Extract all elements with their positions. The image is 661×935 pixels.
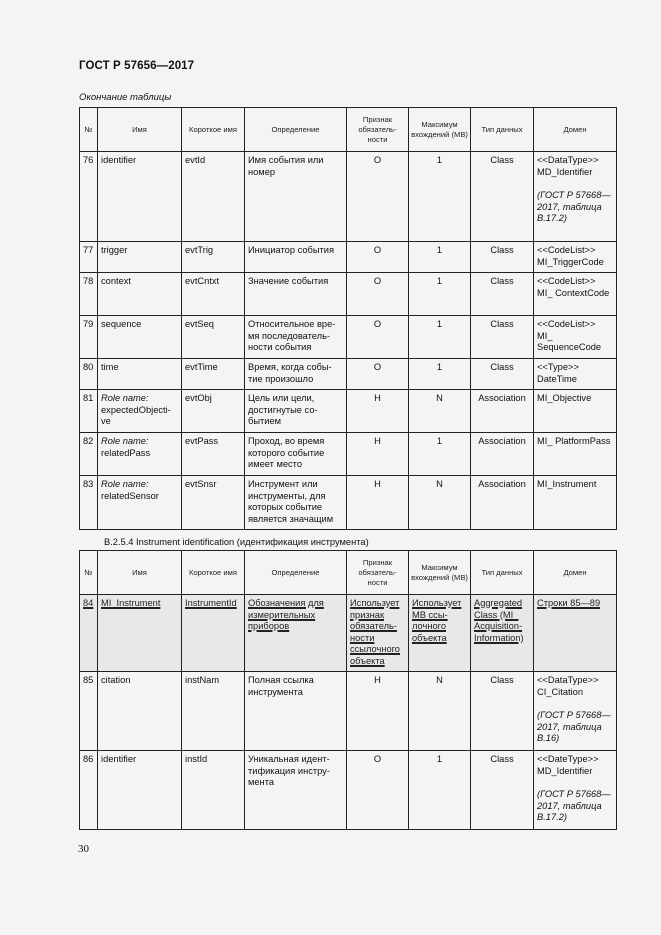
col-header-data-type: Тип данных <box>471 108 534 152</box>
cell-number: 85 <box>80 672 98 751</box>
cell-obligation: O <box>347 316 409 359</box>
col-header-short-name: Короткое имя <box>182 108 245 152</box>
col-header-number: № <box>80 551 98 595</box>
cell-domain: <<CodeList>> MI_TriggerCode <box>534 242 617 273</box>
cell-definition: Относительное вре-мя последователь-ности события <box>245 316 347 359</box>
table-row-highlighted <box>80 595 617 672</box>
col-header-name: Имя <box>98 551 182 595</box>
cell-data-type: Association <box>471 390 534 433</box>
cell-data-type: Class <box>471 242 534 273</box>
table-caption: Окончание таблицы <box>79 92 172 103</box>
cell-domain: <<Type>> DateTime <box>534 359 617 390</box>
cell-short-name: instId <box>182 751 245 830</box>
cell-number: 83 <box>80 476 98 530</box>
col-header-data-type: Тип данных <box>471 551 534 595</box>
cell-domain <box>534 152 617 242</box>
cell-data-type: Association <box>471 433 534 476</box>
table-row <box>80 273 617 316</box>
cell-max-occurrence: 1 <box>409 359 471 390</box>
cell-data-type: Class <box>471 152 534 242</box>
cell-definition: Полная ссылка инструмента <box>245 672 347 751</box>
section-title: B.2.5.4 Instrument identification (идентификация инструмента) <box>104 537 369 547</box>
cell-definition: Инициатор события <box>245 242 347 273</box>
cell-name: time <box>98 359 182 390</box>
col-header-max-occurrence: Максимум вхождений (MB) <box>409 108 471 152</box>
cell-short-name: evtCntxt <box>182 273 245 316</box>
cell-max-occurrence: 1 <box>409 152 471 242</box>
table-row <box>80 242 617 273</box>
cell-max-occurrence: 1 <box>409 433 471 476</box>
cell-name: sequence <box>98 316 182 359</box>
col-header-definition: Определение <box>245 108 347 152</box>
cell-obligation: H <box>347 433 409 476</box>
domain-value: <<DateType>> MD_Identifier <box>537 754 599 776</box>
instrument-identification-table <box>79 550 617 830</box>
role-name-label: Role name: <box>101 393 149 403</box>
col-header-name: Имя <box>98 108 182 152</box>
cell-data-type: Aggregated Class (MI_ Acquisition-Information) <box>471 595 534 672</box>
cell-obligation: O <box>347 273 409 316</box>
cell-short-name: evtTrig <box>182 242 245 273</box>
col-header-domain: Домен <box>534 108 617 152</box>
cell-name: context <box>98 273 182 316</box>
cell-domain: MI_Objective <box>534 390 617 433</box>
domain-reference-note: (ГОСТ Р 57668—2017, таблица В.17.2) <box>537 789 611 822</box>
domain-value: <<DataType>> MD_Identifier <box>537 155 599 177</box>
cell-max-occurrence: 1 <box>409 273 471 316</box>
cell-definition: Имя события или номер <box>245 152 347 242</box>
col-header-number: № <box>80 108 98 152</box>
cell-number: 76 <box>80 152 98 242</box>
cell-short-name: instNam <box>182 672 245 751</box>
table-row <box>80 316 617 359</box>
cell-domain: <<CodeList>> MI_ ContextCode <box>534 273 617 316</box>
cell-number: 79 <box>80 316 98 359</box>
domain-reference-note: (ГОСТ Р 57668—2017, таблица В.17.2) <box>537 190 611 223</box>
cell-number: 82 <box>80 433 98 476</box>
role-name-value: relatedSensor <box>101 490 159 501</box>
table-row <box>80 390 617 433</box>
col-header-definition: Определение <box>245 551 347 595</box>
cell-definition: Значение события <box>245 273 347 316</box>
cell-domain: MI_ PlatformPass <box>534 433 617 476</box>
table-row <box>80 751 617 830</box>
cell-short-name: evtPass <box>182 433 245 476</box>
cell-max-occurrence: N <box>409 390 471 433</box>
cell-domain: <<CodeList>> MI_ SequenceCode <box>534 316 617 359</box>
document-header: ГОСТ Р 57656—2017 <box>79 60 195 72</box>
table-header-row <box>80 551 617 595</box>
table-row <box>80 359 617 390</box>
cell-obligation: H <box>347 476 409 530</box>
role-name-value: expectedObjecti-ve <box>101 404 171 426</box>
cell-obligation: O <box>347 359 409 390</box>
cell-domain <box>534 751 617 830</box>
cell-number: 77 <box>80 242 98 273</box>
cell-definition: Цель или цели, достигнутые со-бытием <box>245 390 347 433</box>
cell-definition: Проход, во время которого событие имеет место <box>245 433 347 476</box>
cell-name: trigger <box>98 242 182 273</box>
table-row <box>80 672 617 751</box>
cell-max-occurrence: Использует MB ссы-лочного объекта <box>409 595 471 672</box>
col-header-obligation: Признак обязатель-ности <box>347 551 409 595</box>
table-header-row <box>80 108 617 152</box>
cell-obligation: O <box>347 152 409 242</box>
cell-name: identifier <box>98 152 182 242</box>
cell-short-name: evtObj <box>182 390 245 433</box>
cell-data-type: Class <box>471 273 534 316</box>
cell-short-name: evtSnsr <box>182 476 245 530</box>
cell-obligation: H <box>347 390 409 433</box>
cell-definition: Обозначения для измерительных приборов <box>245 595 347 672</box>
cell-number: 86 <box>80 751 98 830</box>
cell-max-occurrence: N <box>409 672 471 751</box>
domain-value: <<DataType>> CI_Citation <box>537 675 599 697</box>
cell-number: 80 <box>80 359 98 390</box>
cell-data-type: Class <box>471 672 534 751</box>
cell-domain: MI_Instrument <box>534 476 617 530</box>
cell-name <box>98 390 182 433</box>
cell-data-type: Class <box>471 751 534 830</box>
col-header-max-occurrence: Максимум вхождений (MB) <box>409 551 471 595</box>
role-name-label: Role name: <box>101 436 149 446</box>
domain-reference-note: (ГОСТ Р 57668—2017, таблица В.16) <box>537 710 611 743</box>
cell-name: citation <box>98 672 182 751</box>
cell-max-occurrence: 1 <box>409 316 471 359</box>
cell-number: 81 <box>80 390 98 433</box>
col-header-obligation: Признак обязатель-ности <box>347 108 409 152</box>
table-row <box>80 476 617 530</box>
table-row <box>80 433 617 476</box>
attributes-table-continued <box>79 107 617 530</box>
cell-domain <box>534 672 617 751</box>
role-name-value: relatedPass <box>101 447 151 458</box>
cell-data-type: Class <box>471 359 534 390</box>
cell-obligation: H <box>347 672 409 751</box>
cell-obligation: O <box>347 242 409 273</box>
cell-max-occurrence: 1 <box>409 751 471 830</box>
cell-obligation: Использует признак обязатель-ности ссылочного объекта <box>347 595 409 672</box>
cell-data-type: Association <box>471 476 534 530</box>
cell-name: identifier <box>98 751 182 830</box>
cell-short-name: evtId <box>182 152 245 242</box>
cell-data-type: Class <box>471 316 534 359</box>
cell-name <box>98 433 182 476</box>
cell-short-name: evtSeq <box>182 316 245 359</box>
cell-definition: Уникальная идент-тификация инстру-мента <box>245 751 347 830</box>
cell-domain: Строки 85—89 <box>534 595 617 672</box>
role-name-label: Role name: <box>101 479 149 489</box>
page-number: 30 <box>78 843 89 855</box>
cell-obligation: O <box>347 751 409 830</box>
cell-definition: Время, когда собы-тие произошло <box>245 359 347 390</box>
cell-name: MI_Instrument <box>98 595 182 672</box>
cell-max-occurrence: N <box>409 476 471 530</box>
cell-number: 84 <box>80 595 98 672</box>
cell-definition: Инструмент или инструменты, для которых событие является значащим <box>245 476 347 530</box>
cell-short-name: evtTime <box>182 359 245 390</box>
col-header-domain: Домен <box>534 551 617 595</box>
col-header-short-name: Короткое имя <box>182 551 245 595</box>
cell-number: 78 <box>80 273 98 316</box>
cell-short-name: InstrumentId <box>182 595 245 672</box>
cell-name <box>98 476 182 530</box>
cell-max-occurrence: 1 <box>409 242 471 273</box>
table-row <box>80 152 617 242</box>
